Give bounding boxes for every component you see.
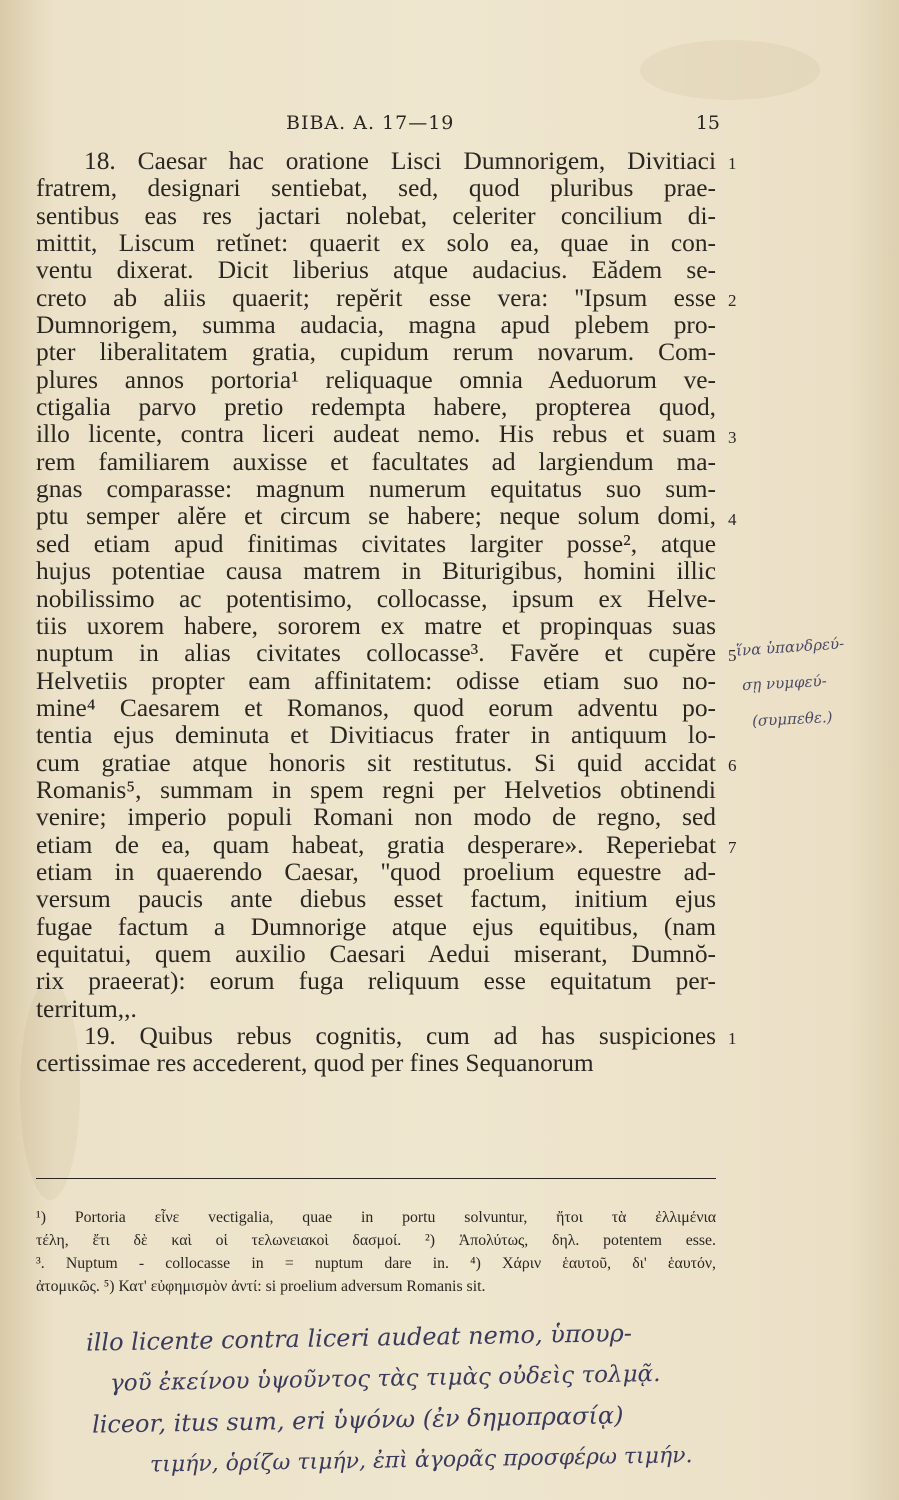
footnote-line: ³. Nuptum - collocasse in = nuptum dare in. ⁴) Χάριν ἑαυτοῦ, δι' ἑαυτόν, bbox=[36, 1255, 716, 1272]
text-line: mittit, Liscum retĭnet: quaerit ex solo ea, quae in con- bbox=[36, 229, 716, 258]
footnote-rule bbox=[36, 1178, 716, 1179]
text-line: ctigalia parvo pretio redempta habere, propterea quod, bbox=[36, 393, 716, 422]
text-line: mine⁴ Caesarem et Romanos, quod eorum adventu po- bbox=[36, 693, 716, 722]
text-line: etiam de ea, quam habeat, gratia desperare». Reperiebat bbox=[36, 830, 716, 859]
margin-section-number: 6 bbox=[728, 755, 737, 775]
handwritten-note-line: γοῦ ἐκείνου ὑψοῦντος τὰς τιμὰς οὐδεὶς τολμᾷ. bbox=[109, 1361, 661, 1397]
handwritten-note-line: illo licente contra liceri audeat nemo, ὑπουρ- bbox=[85, 1319, 633, 1357]
margin-section-number: 2 bbox=[728, 290, 737, 310]
text-line: territum,,. bbox=[36, 994, 137, 1023]
margin-section-number: 1 bbox=[728, 1029, 737, 1049]
margin-handwritten-note: (συμπεθε.) bbox=[751, 707, 833, 731]
footnotes bbox=[36, 1206, 716, 1298]
handwritten-note-line: τιμήν, ὁρίζω τιμήν, ἐπὶ ἀγορᾶς προσφέρω τιμήν. bbox=[149, 1443, 693, 1478]
margin-section-number: 1 bbox=[728, 154, 737, 173]
margin-section-number: 7 bbox=[728, 837, 737, 857]
text-line: illo licente, contra liceri audeat nemo. His rebus et suam bbox=[36, 420, 716, 449]
text-line: Dumnorigem, summa audacia, magna apud plebem pro- bbox=[36, 311, 716, 340]
text-line: rem familiarem auxisse et facultates ad largiendum ma- bbox=[36, 447, 716, 476]
text-line: venire; imperio populi Romani non modo de regno, sed bbox=[36, 803, 716, 832]
text-line: hujus potentiae causa matrem in Biturigibus, homini illic bbox=[36, 557, 716, 586]
running-head bbox=[36, 112, 720, 138]
text-line: gnas comparasse: magnum numerum equitatus suo sum- bbox=[36, 475, 716, 504]
margin-section-number: 4 bbox=[728, 509, 737, 529]
margin-handwritten-note: ἵνα ὑπανδρεύ- bbox=[735, 634, 845, 660]
text-line: etiam in quaerendo Caesar, ''quod proelium equestre ad- bbox=[36, 857, 716, 886]
text-line: tiis uxorem habere, sororem ex matre et propinquas suas bbox=[36, 611, 716, 640]
text-line: equitatui, quem auxilio Caesari Aedui miserant, Dumnŏ- bbox=[36, 939, 716, 968]
text-line: ptu semper alĕre et circum se habere; neque solum domi, bbox=[36, 502, 716, 531]
handwritten-note-line: liceor, itus sum, eri ὑψόνω (ἐν δημοπρασίᾳ) bbox=[91, 1401, 624, 1439]
text-line: nuptum in alias civitates collocasse³. Favĕre et cupĕre bbox=[36, 639, 716, 668]
text-line: certissimae res accederent, quod per fines Sequanorum bbox=[36, 1049, 594, 1078]
main-text bbox=[36, 148, 716, 1078]
running-head-title: BIBA. A. 17—19 bbox=[286, 112, 455, 134]
text-line: nobilissimo ac potentisimo, collocasse, ipsum ex Helve- bbox=[36, 584, 716, 613]
page-number: 15 bbox=[695, 112, 720, 134]
text-line: creto ab aliis quaerit; repĕrit esse vera: ''Ipsum esse bbox=[36, 283, 716, 312]
text-line: plures annos portoria¹ reliquaque omnia Aeduorum ve- bbox=[36, 365, 716, 394]
text-line: rix praeerat): eorum fuga reliquum esse equitatum per- bbox=[36, 967, 716, 996]
text-line: sed etiam apud finitimas civitates largiter posse², atque bbox=[36, 529, 716, 558]
text-line: tentia ejus deminuta et Divitiacus frater in antiquum lo- bbox=[36, 721, 716, 750]
footnote-line: ἀτομικῶς. ⁵) Κατ' εὐφημισμὸν ἀντί: si proelium adversum Romanis sit. bbox=[36, 1278, 486, 1295]
text-line: Romanis⁵, summam in spem regni per Helvetios obtinendi bbox=[36, 775, 716, 804]
text-line: Helvetiis propter eam affinitatem: odisse etiam suo no- bbox=[36, 666, 716, 695]
text-line: cum gratiae atque honoris sit restitutus. Si quid accidat bbox=[36, 748, 716, 777]
paper-stain bbox=[640, 40, 820, 100]
text-line: fugae factum a Dumnorige atque ejus equitibus, (nam bbox=[36, 912, 716, 941]
margin-section-number: 3 bbox=[728, 427, 737, 447]
margin-handwritten-note: σῃ νυμφεύ- bbox=[741, 671, 828, 695]
margin-section-number: 5 bbox=[728, 646, 737, 666]
text-line: ventu dixerat. Dicit liberius atque audacius. Eădem se- bbox=[36, 256, 716, 285]
text-line: 18. Caesar hac oratione Lisci Dumnorigem, Divitiaci bbox=[84, 147, 716, 175]
text-line: versum paucis ante diebus esset factum, initium ejus bbox=[36, 885, 716, 914]
footnote-line: τέλη, ἔτι δὲ καὶ οἱ τελωνειακοὶ δασμοί. ²) Ἀπολύτως, δηλ. potentem esse. bbox=[36, 1232, 716, 1249]
text-line: pter liberalitatem gratia, cupidum rerum novarum. Com- bbox=[36, 338, 716, 367]
text-line: sentibus eas res jactari nolebat, celeriter concilium di- bbox=[36, 201, 716, 230]
text-line: 19. Quibus rebus cognitis, cum ad has suspiciones bbox=[84, 1022, 716, 1050]
text-line: fratrem, designari sentiebat, sed, quod pluribus prae- bbox=[36, 174, 716, 203]
footnote-line: ¹) Portoria εἶνε vectigalia, quae in portu solvuntur, ἤτοι τὰ ἐλλιμένια bbox=[36, 1209, 716, 1226]
